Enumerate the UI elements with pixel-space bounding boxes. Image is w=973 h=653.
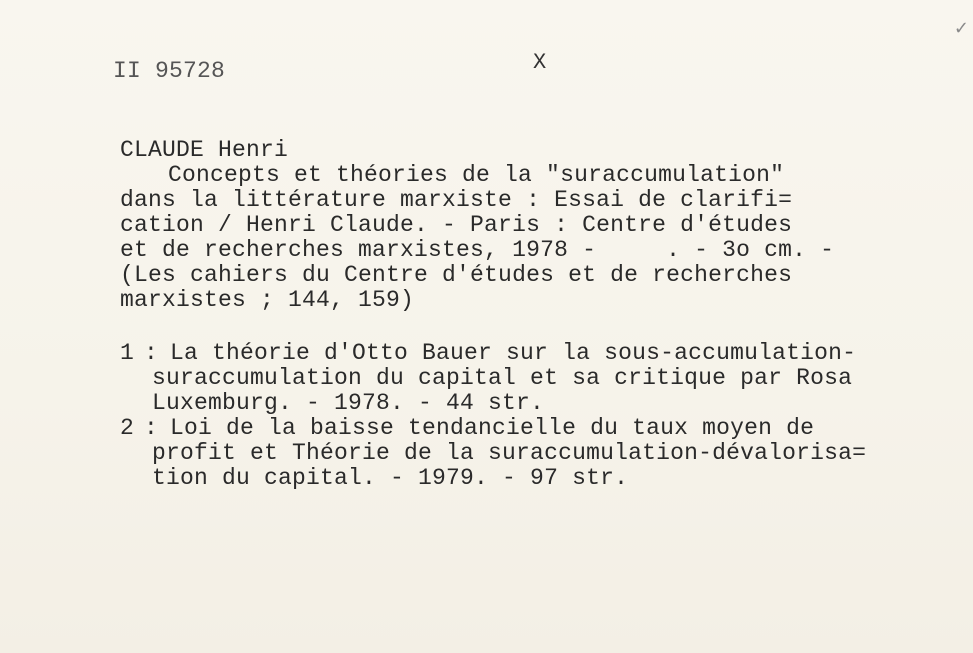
contents-line: tion du capital. - 1979. - 97 str.: [152, 465, 629, 491]
contents-line: profit et Théorie de la suraccumulation-dévalorisa=: [152, 440, 867, 466]
contents-line: Luxemburg. - 1978. - 44 str.: [152, 390, 545, 416]
contents-line: Loi de la baisse tendancielle du taux moyen de: [170, 415, 815, 441]
contents-number: 1: [120, 340, 135, 366]
contents-separator: :: [144, 340, 159, 366]
check-mark-icon: ✓: [953, 18, 969, 39]
contents-number: 2: [120, 415, 135, 441]
contents-line: suraccumulation du capital et sa critique par Rosa: [152, 365, 853, 391]
call-number: II 95728: [113, 58, 226, 84]
author-heading: CLAUDE Henri: [120, 137, 289, 163]
description-line: marxistes ; 144, 159): [120, 287, 415, 313]
description-line: dans la littérature marxiste : Essai de clarifi=: [120, 187, 793, 213]
description-line: (Les cahiers du Centre d'études et de recherches: [120, 262, 793, 288]
description-line: et de recherches marxistes, 1978 - . - 3o cm. -: [120, 237, 835, 263]
contents-line: La théorie d'Otto Bauer sur la sous-accumulation-: [170, 340, 857, 366]
description-line: cation / Henri Claude. - Paris : Centre d'études: [120, 212, 793, 238]
contents-separator: :: [144, 415, 159, 441]
description-line: Concepts et théories de la "suraccumulation": [168, 162, 785, 188]
x-mark: X: [533, 50, 547, 75]
